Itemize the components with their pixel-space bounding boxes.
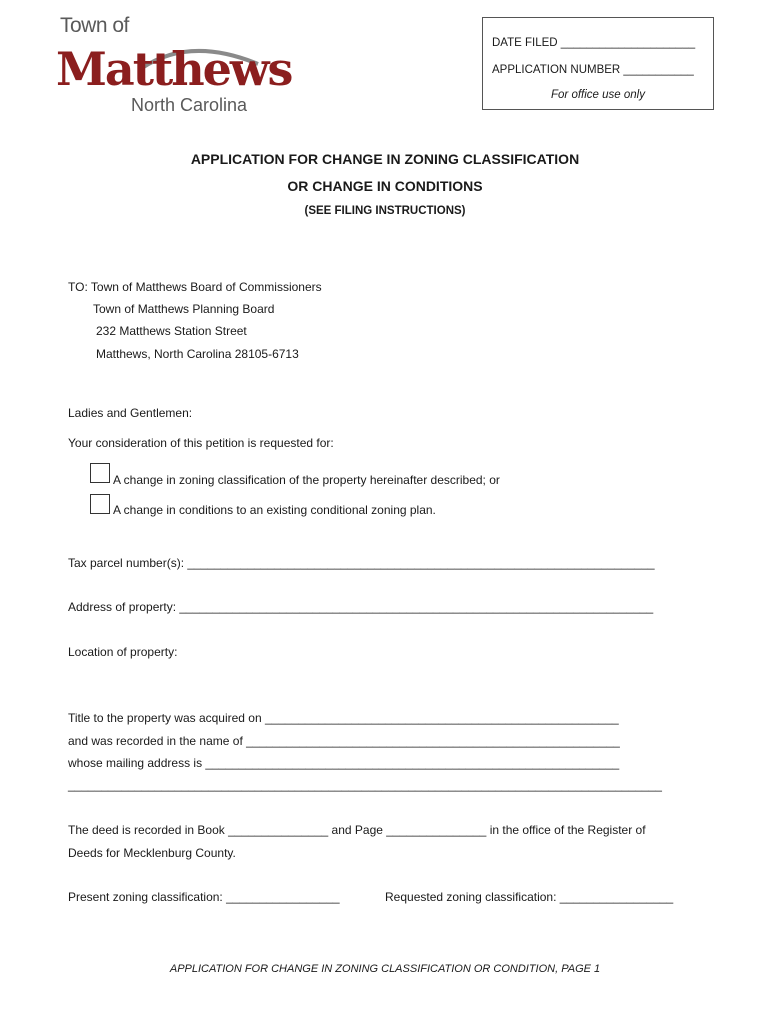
- page-footer: APPLICATION FOR CHANGE IN ZONING CLASSIFICATION OR CONDITION, PAGE 1: [169, 963, 601, 975]
- form-title-line2: OR CHANGE IN CONDITIONS: [287, 178, 483, 194]
- application-number-field[interactable]: APPLICATION NUMBER ___________: [492, 64, 694, 76]
- addressee-line1: TO: Town of Matthews Board of Commissioners: [68, 280, 322, 294]
- form-title-line1: APPLICATION FOR CHANGE IN ZONING CLASSIFICATION: [190, 151, 580, 167]
- option-zoning-classification-label: A change in zoning classification of the property hereinafter described; or: [113, 473, 500, 487]
- mailing-address-field[interactable]: whose mailing address is ______________________________________________________________: [68, 756, 620, 770]
- option-conditions-checkbox[interactable]: [90, 494, 110, 514]
- title-acquired-field[interactable]: Title to the property was acquired on _____________________________________________________: [68, 711, 619, 725]
- addressee-line4: Matthews, North Carolina 28105-6713: [96, 347, 299, 361]
- addressee-line2: Town of Matthews Planning Board: [93, 302, 275, 316]
- office-use-box: [482, 17, 714, 110]
- option-zoning-classification-checkbox[interactable]: [90, 463, 110, 483]
- property-location-label: Location of property:: [68, 645, 178, 659]
- filing-instructions-note: (SEE FILING INSTRUCTIONS): [304, 205, 466, 217]
- addressee-line3: 232 Matthews Station Street: [96, 324, 247, 338]
- petition-intro: Your consideration of this petition is requested for:: [68, 436, 334, 450]
- salutation: Ladies and Gentlemen:: [68, 406, 193, 420]
- town-logo: [56, 12, 292, 117]
- property-address-field[interactable]: Address of property: _______________________________________________________________________: [68, 600, 654, 614]
- mailing-address-continuation[interactable]: _________________________________________________________________________________________: [68, 778, 662, 792]
- logo-town-of: Town of: [60, 14, 129, 37]
- present-zoning-field[interactable]: Present zoning classification: _________________: [68, 890, 340, 904]
- tax-parcel-field[interactable]: Tax parcel number(s): ______________________________________________________________________: [68, 556, 655, 570]
- recorded-name-field[interactable]: and was recorded in the name of ________________________________________________________: [68, 734, 620, 748]
- date-filed-field[interactable]: DATE FILED _____________________: [492, 37, 696, 49]
- requested-zoning-field[interactable]: Requested zoning classification: _________________: [385, 890, 674, 904]
- office-use-note: For office use only: [551, 89, 645, 101]
- deed-record-line[interactable]: The deed is recorded in Book _______________ and Page _______________ in the office of the Register of: [68, 823, 646, 837]
- deed-county-line: Deeds for Mecklenburg County.: [68, 846, 236, 860]
- logo-north-carolina: North Carolina: [131, 95, 248, 115]
- logo-matthews: Matthews: [56, 42, 292, 96]
- option-conditions-label: A change in conditions to an existing conditional zoning plan.: [113, 503, 436, 517]
